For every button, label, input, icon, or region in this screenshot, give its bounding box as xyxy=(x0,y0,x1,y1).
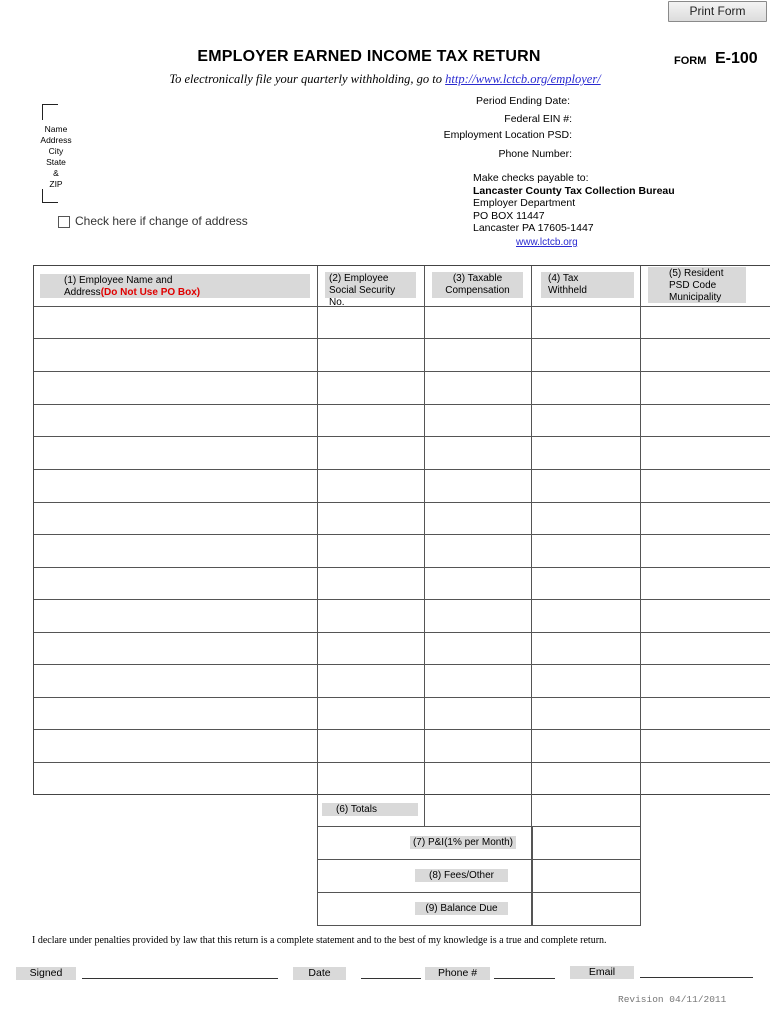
fees-value-cell[interactable] xyxy=(531,859,641,893)
signed-line[interactable] xyxy=(82,978,278,979)
col-header-ssn xyxy=(325,272,416,308)
form-title: EMPLOYER EARNED INCOME TAX RETURN xyxy=(197,48,541,65)
addr-label-amp: & xyxy=(53,168,59,178)
row-line xyxy=(34,502,770,503)
no-po-box-warning: (Do Not Use PO Box) xyxy=(100,287,201,298)
col-divider-3 xyxy=(531,266,532,796)
col-header-psd-line1: (5) Resident xyxy=(669,268,724,279)
col-header-taxable-line2: Compensation xyxy=(445,285,510,296)
addr-label-address: Address xyxy=(40,135,72,145)
col-header-employee-line1: (1) Employee Name and xyxy=(64,275,173,286)
row-line xyxy=(34,729,770,730)
addr-label-city: City xyxy=(48,146,64,156)
row-line xyxy=(34,664,770,665)
totals-label: (6) Totals xyxy=(322,803,418,816)
payable-dept: Employer Department xyxy=(473,197,576,209)
form-word: FORM xyxy=(674,55,707,67)
date-line[interactable] xyxy=(361,978,421,979)
federal-ein-label: Federal EIN #: xyxy=(504,113,572,125)
lctcb-link[interactable]: www.lctcb.org xyxy=(516,237,578,248)
col-header-taxable xyxy=(432,272,523,298)
employer-link[interactable]: http://www.lctcb.org/employer/ xyxy=(445,72,601,86)
row-line xyxy=(34,436,770,437)
payable-city: Lancaster PA 17605-1447 xyxy=(473,222,594,234)
balance-value-cell[interactable] xyxy=(531,892,641,926)
phone-line[interactable] xyxy=(494,978,555,979)
phone-label: Phone # xyxy=(425,967,490,980)
addr-label-zip: ZIP xyxy=(49,179,63,189)
col-header-tax-line1: (4) Tax xyxy=(548,273,579,284)
email-label: Email xyxy=(570,966,634,979)
col-header-ssn-line2: Social Security No. xyxy=(329,285,396,308)
col-header-psd xyxy=(648,267,746,303)
declaration-text: I declare under penalties provided by law that this return is a complete statement and to the best of my knowledge is a true and complete return. xyxy=(32,935,607,946)
col-header-employee-line2: Address(Do Not Use PO Box) xyxy=(64,287,201,298)
pi-label: (7) P&I(1% per Month) xyxy=(410,836,516,849)
col-header-psd-line3: Municipality xyxy=(669,292,722,303)
row-line xyxy=(34,697,770,698)
payable-name: Lancaster County Tax Collection Bureau xyxy=(473,184,675,197)
col-header-employee xyxy=(40,274,310,298)
payable-block xyxy=(473,172,675,235)
fees-label: (8) Fees/Other xyxy=(415,869,508,882)
form-number: E-100 xyxy=(715,50,758,67)
change-address-label: Check here if change of address xyxy=(75,214,248,228)
col-divider-4 xyxy=(640,266,641,796)
print-form-button[interactable]: Print Form xyxy=(668,1,767,22)
payable-intro: Make checks payable to: xyxy=(473,172,589,184)
col-header-psd-line2: PSD Code xyxy=(669,280,717,291)
row-line xyxy=(34,632,770,633)
change-address-checkbox[interactable] xyxy=(58,216,70,228)
row-line xyxy=(34,599,770,600)
col-header-ssn-line1: (2) Employee xyxy=(329,273,389,284)
employee-table xyxy=(33,265,770,795)
address-bracket-bottom xyxy=(42,189,58,203)
signed-label: Signed xyxy=(16,967,76,980)
date-label: Date xyxy=(293,967,346,980)
address-labels xyxy=(36,124,76,190)
row-line xyxy=(34,338,770,339)
revision-note: Revision 04/11/2011 xyxy=(618,994,727,1005)
col-divider-2 xyxy=(424,266,425,796)
addr-label-name: Name xyxy=(44,124,68,134)
col-header-tax-withheld xyxy=(541,272,634,298)
addr-label-state: State xyxy=(46,157,66,167)
col-divider-1 xyxy=(317,266,318,796)
col-header-taxable-line1: (3) Taxable xyxy=(452,273,503,284)
row-line xyxy=(34,567,770,568)
totals-tax-cell[interactable] xyxy=(531,794,641,827)
row-line xyxy=(34,469,770,470)
row-line xyxy=(34,371,770,372)
row-line xyxy=(34,762,770,763)
payable-box: PO BOX 11447 xyxy=(473,209,545,222)
email-line[interactable] xyxy=(640,977,753,978)
balance-label: (9) Balance Due xyxy=(415,902,508,915)
period-ending-label: Period Ending Date: xyxy=(476,95,570,107)
subtitle: To electronically file your quarterly withholding, go to http://www.lctcb.org/employer/ xyxy=(169,72,601,86)
row-line xyxy=(34,534,770,535)
address-bracket-top xyxy=(42,104,58,120)
row-line xyxy=(34,404,770,405)
employment-psd-label: Employment Location PSD: xyxy=(443,129,572,141)
pi-value-cell[interactable] xyxy=(531,826,641,860)
phone-number-label: Phone Number: xyxy=(498,148,572,160)
col-header-tax-line2: Withheld xyxy=(548,285,587,296)
totals-taxable-cell[interactable] xyxy=(424,794,532,827)
